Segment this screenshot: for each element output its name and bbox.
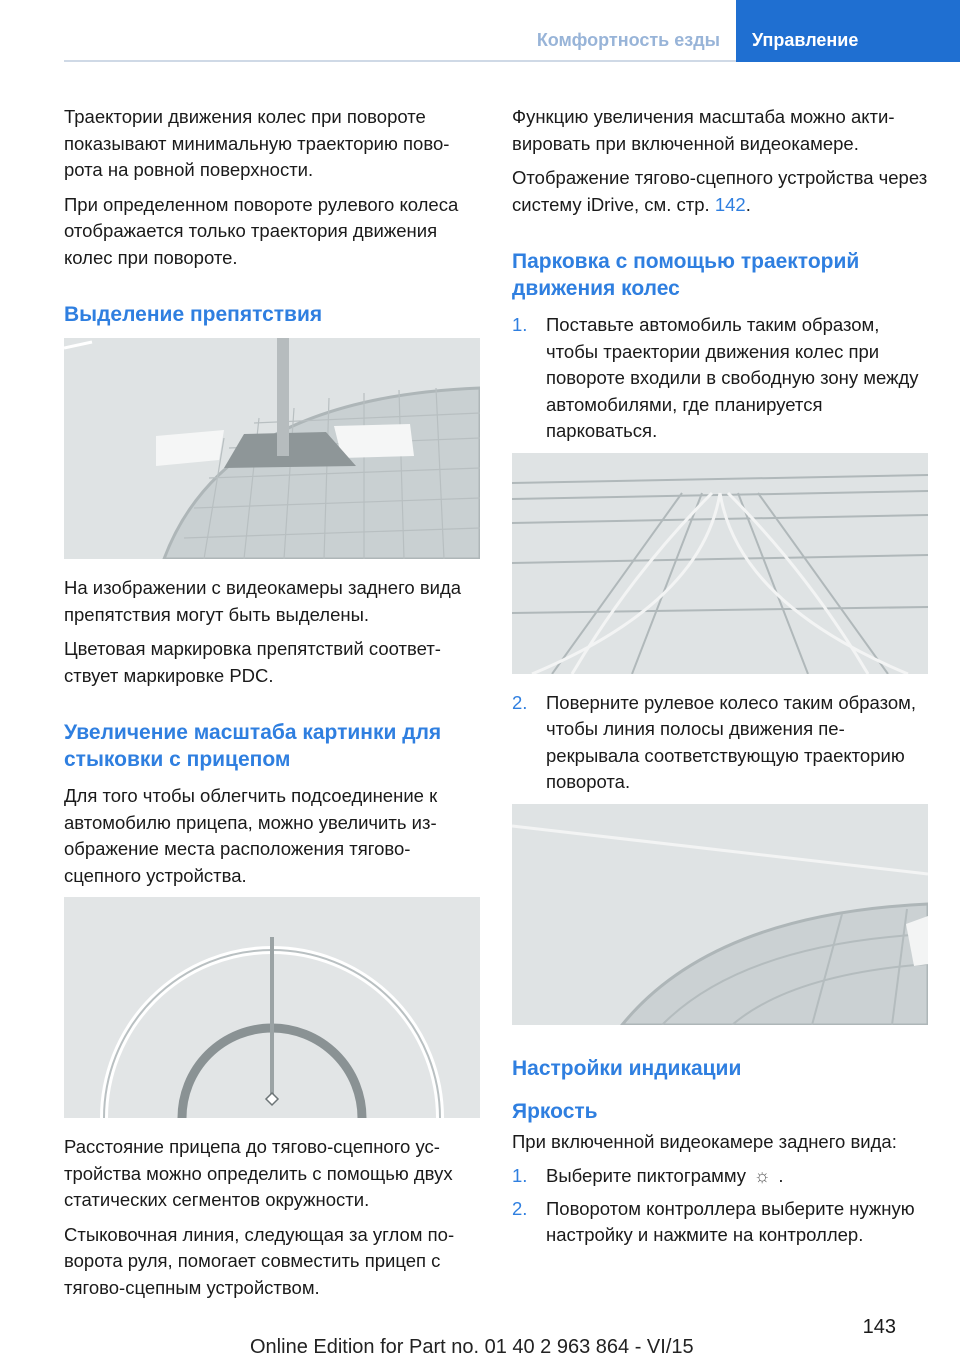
paragraph: На изображении с видеокамеры заднего вида препятствия могут быть выделены. [64,577,462,625]
list-item [512,1196,928,1249]
paragraph: При включенной видеокамере заднего вида: [512,1130,897,1152]
footer-edition-note: Online Edition for Part no. 01 40 2 963 864 - VI/15 [250,1336,694,1358]
page-number: 143 [862,1316,896,1338]
paragraph: Для того чтобы облегчить подсоединение к автомобилю прицепа, можно увеличить изображение места расположения тягово-сцепного устройства. [64,785,438,886]
list-item [512,690,928,796]
parking-trajectory-figure [512,453,928,674]
step-text: Поверните рулевое колесо таким образом, чтобы линия полосы движения перекрывала соответствующую траекторию поворота. [546,691,917,792]
paragraph: Траектории движения колес при повороте показывают минимальную траекторию поворота на ровной поверхности. [64,106,450,180]
heading-brightness: Яркость [512,1099,598,1123]
step-text: Поворотом контроллера выберите нужную настройку и нажмите на контроллер. [546,1197,915,1245]
trailer-coupling-figure [64,897,480,1118]
paragraph: Расстояние прицепа до тягово-сцепного устройства можно определить с помощью двух статических сегментов окружности. [64,1136,453,1210]
page-reference-link[interactable]: 142 [714,193,746,215]
list-item [512,312,928,445]
step-text-end: . [778,1165,784,1186]
heading-display-settings: Настройки индикации [512,1056,742,1080]
step-number: 1. [512,1165,528,1186]
paragraph: Цветовая маркировка препятствий соответствует маркировке PDC. [64,638,441,686]
obstacle-figure [64,338,480,559]
steering-alignment-figure [512,804,928,1025]
brightness-steps [512,1163,928,1249]
step-number: 1. [512,314,528,335]
step-text: Поставьте автомобиль таким образом, чтобы траектории движения колес при повороте входили в свободную зону между автомобилями, где планируется парковаться. [546,314,919,441]
header-chapter-tab: Управление [736,0,960,62]
paragraph-text-end: . [745,193,751,215]
step-text: Выберите пиктограмму [546,1165,747,1186]
list-item [512,1163,928,1190]
paragraph-text: Отображение тягово-сцепного устройства через систему iDrive, см. стр. [512,167,928,215]
header-section-title: Комфортность езды [536,30,720,50]
step-number: 2. [512,1197,528,1219]
right-column [512,104,928,1257]
paragraph [512,165,928,218]
brightness-sun-icon: ☼ [753,1165,771,1186]
paragraph: Стыковочная линия, следующая за углом поворота руля, помогает совместить прицеп с тягово-сцепным устройством. [64,1223,455,1298]
step-number: 2. [512,691,528,713]
parking-steps-cont [512,690,928,796]
left-column [64,104,480,1309]
heading-parking: Парковка с помощью траекторий движения колес [512,250,860,300]
parking-steps [512,312,928,445]
paragraph: При определенном повороте рулевого колеса отображается только траектория движения колес при повороте. [64,193,459,268]
heading-zoom: Увеличение масштаба картинки для стыковки с прицепом [64,721,442,771]
paragraph: Функцию увеличения масштаба можно активировать при включенной видеокамере. [512,106,895,154]
heading-obstacle: Выделение препятствия [64,303,323,326]
